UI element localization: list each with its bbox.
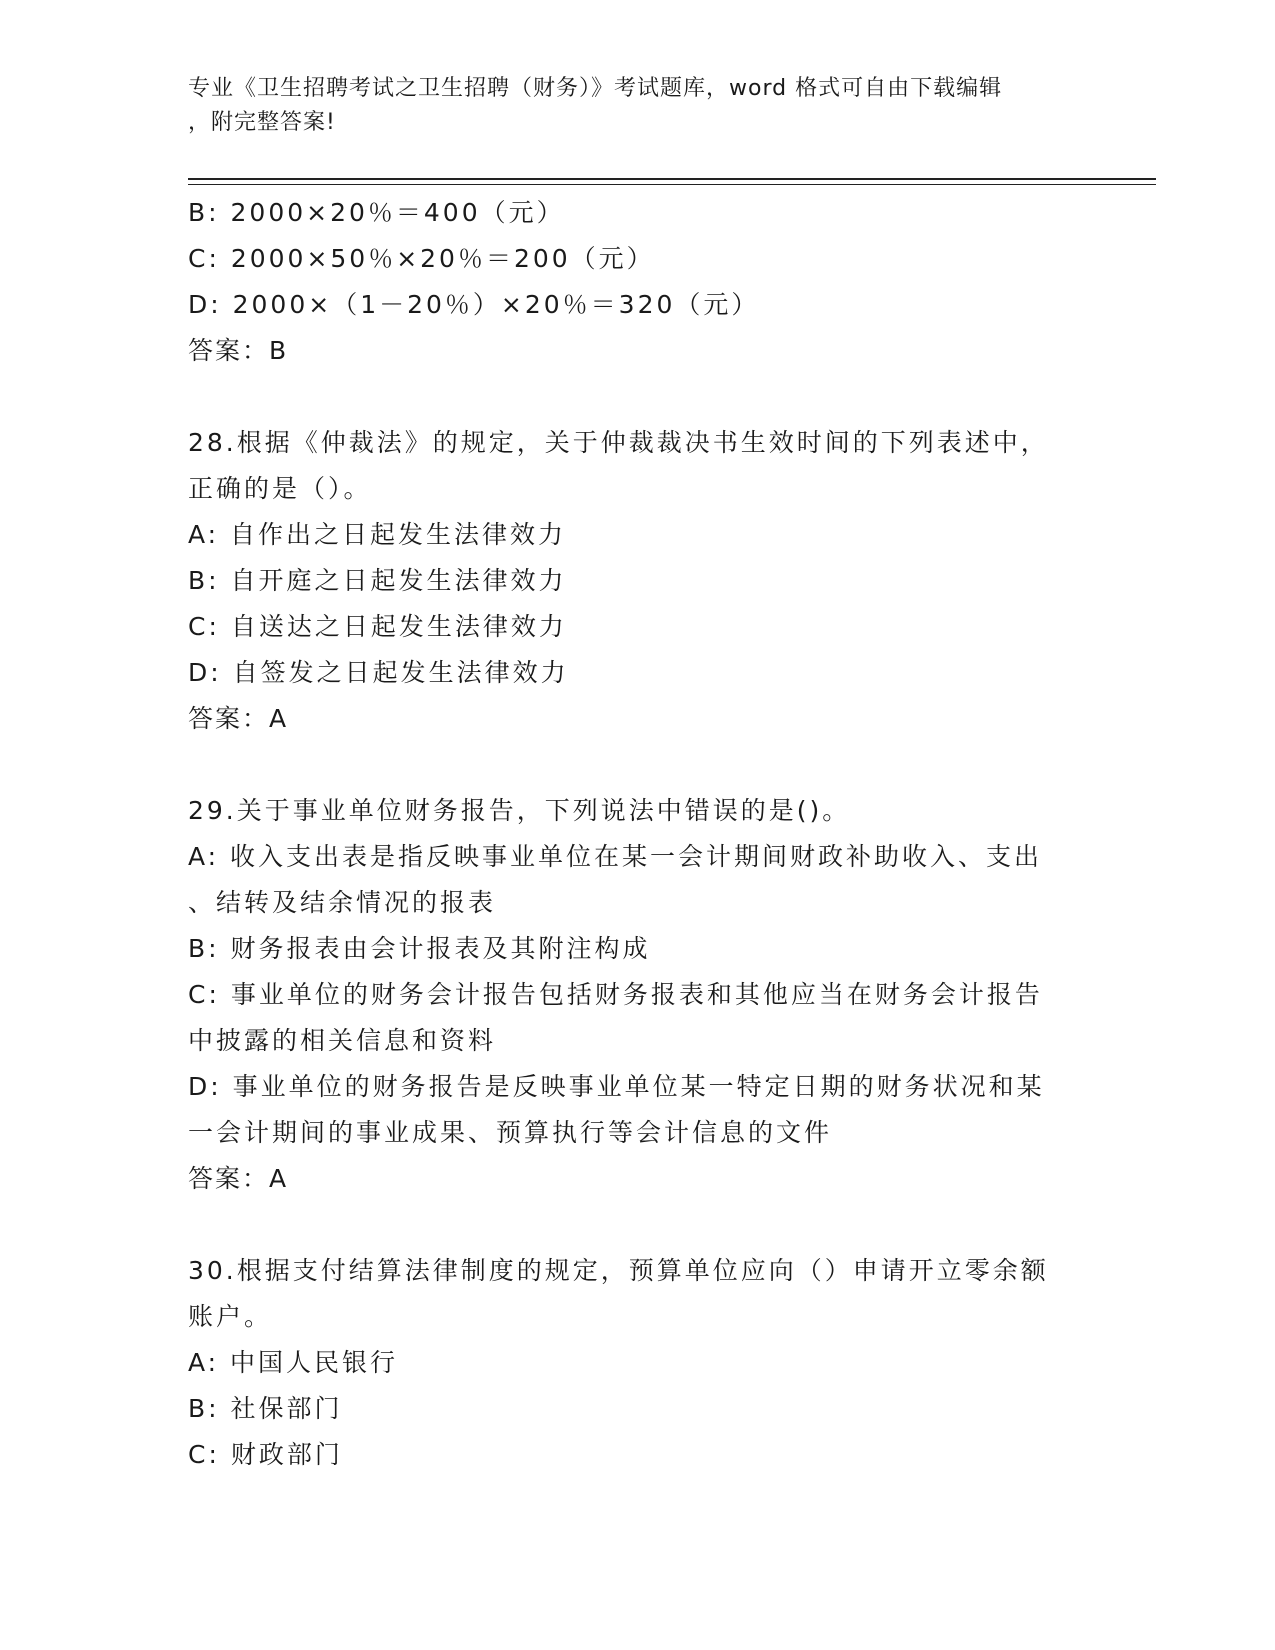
header-divider-thick	[188, 178, 1156, 180]
q30-option-a: A: 中国人民银行	[188, 1348, 399, 1377]
q27-answer: 答案：B	[188, 336, 289, 365]
q29-answer: 答案：A	[188, 1164, 289, 1193]
spacer	[188, 742, 1088, 788]
q29-option-d-line-2: 一会计期间的事业成果、预算执行等会计信息的文件	[188, 1118, 833, 1147]
q30-option-b: B: 社保部门	[188, 1394, 343, 1423]
question-content	[188, 190, 1088, 1478]
spacer	[188, 1202, 1088, 1248]
q28-question-line-2: 正确的是（）。	[188, 474, 372, 503]
q29-option-b: B: 财务报表由会计报表及其附注构成	[188, 934, 651, 963]
q28-option-b: B: 自开庭之日起发生法律效力	[188, 566, 567, 595]
q28-option-d: D: 自签发之日起发生法律效力	[188, 658, 569, 687]
question-28	[188, 420, 1088, 742]
q27-option-d: D: 2000×（1－20％）×20％＝320（元）	[188, 290, 760, 319]
header-line-1: 专业《卫生招聘考试之卫生招聘（财务）》考试题库，word 格式可自由下载编辑	[188, 76, 1003, 101]
question-27	[188, 190, 1088, 374]
question-29	[188, 788, 1088, 1202]
q27-option-c: C: 2000×50％×20％＝200（元）	[188, 244, 655, 273]
header-line-2: ，附完整答案!	[188, 110, 336, 135]
q30-question-line-2: 账户。	[188, 1302, 273, 1331]
q28-option-c: C: 自送达之日起发生法律效力	[188, 612, 567, 641]
q30-option-c: C: 财政部门	[188, 1440, 343, 1469]
spacer	[188, 374, 1088, 420]
q29-option-c-line-2: 中披露的相关信息和资料	[188, 1026, 497, 1055]
q29-option-a-line-1: A: 收入支出表是指反映事业单位在某一会计期间财政补助收入、支出	[188, 842, 1043, 871]
question-30	[188, 1248, 1088, 1478]
q29-question-line-1: 29.关于事业单位财务报告，下列说法中错误的是()。	[188, 796, 851, 825]
q28-answer: 答案：A	[188, 704, 289, 733]
header-divider-thin	[188, 184, 1156, 185]
q29-option-d-line-1: D: 事业单位的财务报告是反映事业单位某一特定日期的财务状况和某	[188, 1072, 1045, 1101]
q28-option-a: A: 自作出之日起发生法律效力	[188, 520, 567, 549]
q29-option-a-line-2: 、结转及结余情况的报表	[188, 888, 497, 917]
q27-option-b: B: 2000×20％＝400（元）	[188, 198, 565, 227]
q30-question-line-1: 30.根据支付结算法律制度的规定，预算单位应向（）申请开立零余额	[188, 1256, 1049, 1285]
document-header	[188, 72, 1088, 140]
q29-option-c-line-1: C: 事业单位的财务会计报告包括财务报表和其他应当在财务会计报告	[188, 980, 1043, 1009]
q28-question-line-1: 28.根据《仲裁法》的规定，关于仲裁裁决书生效时间的下列表述中，	[188, 428, 1049, 457]
